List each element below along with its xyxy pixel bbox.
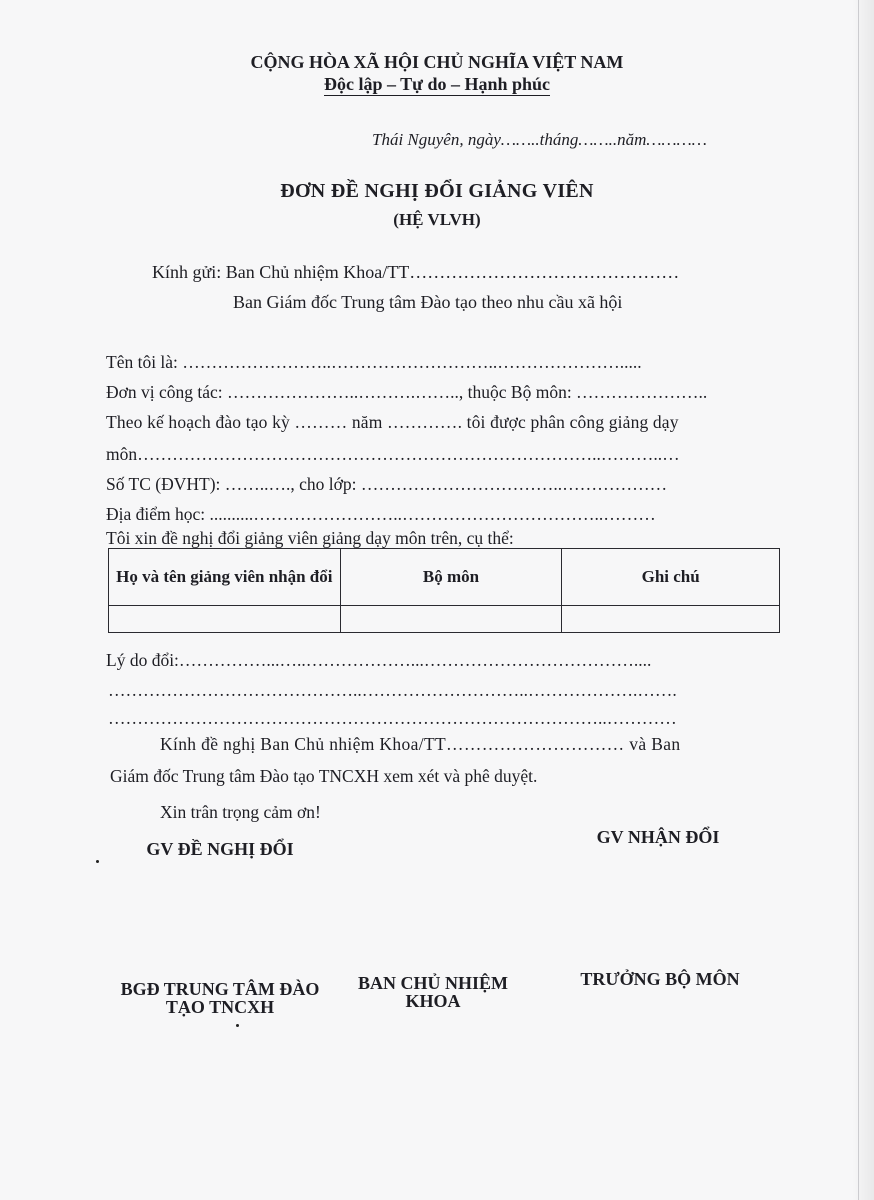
signature-requester: GV ĐỀ NGHỊ ĐỔI bbox=[146, 839, 294, 859]
recipient-line-2: Ban Giám đốc Trung tâm Đào tạo theo nhu cầu xã hội bbox=[233, 292, 623, 312]
cell-notes[interactable] bbox=[562, 606, 780, 633]
field-subject[interactable]: môn……………………………………………………………………..………..… bbox=[106, 444, 680, 464]
signature-department-head: TRƯỞNG BỘ MÔN bbox=[580, 969, 740, 989]
cell-receiver-name[interactable] bbox=[109, 606, 341, 633]
table-header-row bbox=[109, 549, 780, 606]
document-title: ĐƠN ĐỀ NGHỊ ĐỔI GIẢNG VIÊN bbox=[280, 180, 594, 202]
closing-thanks: Xin trân trọng cảm ơn! bbox=[160, 802, 321, 822]
cell-department[interactable] bbox=[340, 606, 562, 633]
scan-speck bbox=[236, 1024, 239, 1027]
closing-line-2: Giám đốc Trung tâm Đào tạo TNCXH xem xét và phê duyệt. bbox=[110, 766, 538, 786]
table-row bbox=[109, 606, 780, 633]
recipient-line-1: Kính gửi: Ban Chủ nhiệm Khoa/TT……………………………………… bbox=[152, 262, 680, 282]
national-motto bbox=[0, 74, 874, 94]
signature-receiver: GV NHẬN ĐỔI bbox=[596, 827, 720, 847]
signature-faculty-board: BAN CHỦ NHIỆM KHOA bbox=[357, 973, 508, 1011]
field-location[interactable]: Địa điểm học: ..........……………………..……………………………..……… bbox=[106, 504, 656, 524]
motto-text: Độc lập – Tự do – Hạnh phúc bbox=[323, 74, 551, 94]
national-title: CỘNG HÒA XÃ HỘI CHỦ NGHĨA VIỆT NAM bbox=[250, 52, 624, 72]
header-notes: Ghi chú bbox=[562, 549, 780, 606]
field-unit[interactable]: Đơn vị công tác: …………………..……….…….., thuộc Bộ môn: ………………….. bbox=[106, 382, 708, 402]
field-reason-line-3[interactable]: …………………………………………………………………………..………… bbox=[108, 708, 677, 728]
field-name[interactable]: Tên tôi là: ……………………..………………………..…………………..... bbox=[106, 352, 642, 372]
scan-speck bbox=[96, 860, 99, 863]
field-reason[interactable]: Lý do đổi:……………...…..………………...……………………………….... bbox=[106, 650, 652, 670]
document-subtitle: (HỆ VLVH) bbox=[393, 210, 481, 229]
header-department: Bộ môn bbox=[340, 549, 562, 606]
request-table bbox=[108, 548, 780, 633]
place-date-line: Thái Nguyên, ngày……..tháng……..năm………… bbox=[372, 130, 707, 149]
request-statement: Tôi xin đề nghị đổi giảng viên giảng dạy môn trên, cụ thể: bbox=[106, 528, 514, 548]
field-credits[interactable]: Số TC (ĐVHT): ……..…., cho lớp: ……………………………..……………… bbox=[106, 474, 668, 494]
header-receiver-name: Họ và tên giảng viên nhận đổi bbox=[109, 549, 341, 606]
field-reason-line-2[interactable]: ……………………………………..………………………..……………….……. bbox=[108, 680, 677, 700]
field-plan[interactable]: Theo kế hoạch đào tạo kỳ ……… năm …………. tôi được phân công giảng dạy bbox=[106, 412, 679, 432]
signature-center-board: BGĐ TRUNG TÂM ĐÀO TẠO TNCXH bbox=[120, 979, 320, 1017]
closing-line-1: Kính đề nghị Ban Chủ nhiệm Khoa/TT………………………… và Ban bbox=[160, 734, 681, 754]
